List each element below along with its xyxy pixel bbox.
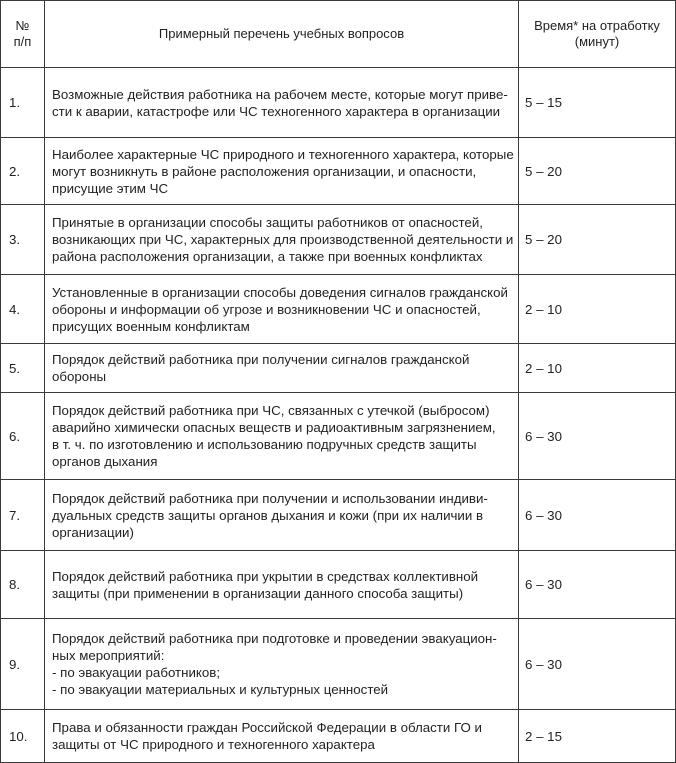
- row-time: 5 – 20: [519, 205, 676, 275]
- header-topic-label: Примерный перечень учебных вопросов: [158, 26, 405, 41]
- topic-line: присущих военным конфликтам: [52, 318, 250, 334]
- topic-line: Наиболее характерные ЧС природного и техногенного характера, которые: [52, 146, 514, 162]
- header-number-line: п/п: [13, 34, 32, 49]
- topic-line: защиты от ЧС природного и техногенного характера: [52, 737, 375, 752]
- topic-line: в т. ч. по изготовлению и использованию подручных средств защиты: [52, 437, 477, 452]
- row-topic: [45, 710, 519, 763]
- topic-line: Порядок действий работника при ЧС, связанных с утечкой (выбросом): [52, 403, 490, 418]
- table-row: [1, 710, 676, 763]
- row-number: 2.: [1, 138, 45, 205]
- topic-line: организации): [52, 524, 134, 540]
- table-row: [1, 551, 676, 619]
- topic-line: Порядок действий работника при получении сигналов гражданской: [52, 352, 470, 367]
- row-time: 6 – 30: [519, 480, 676, 551]
- row-topic: [45, 480, 519, 551]
- header-number-line: №: [15, 18, 30, 33]
- table-row: [1, 480, 676, 551]
- table-row: [1, 68, 676, 138]
- topic-line: аварийно химически опасных веществ и радиоактивным загрязнением,: [52, 420, 496, 435]
- row-time: 2 – 10: [519, 275, 676, 344]
- topic-line: органов дыхания: [52, 454, 158, 469]
- row-time: 2 – 10: [519, 344, 676, 393]
- row-time: 2 – 15: [519, 710, 676, 763]
- topic-line: - по эвакуации материальных и культурных ценностей: [52, 682, 389, 697]
- topic-line: Порядок действий работника при получении и использовании индиви-: [52, 490, 488, 506]
- row-number: 7.: [1, 480, 45, 551]
- topic-line: обороны и информации об угрозе и возникновении ЧС и опасностей,: [52, 301, 481, 317]
- table-row: [1, 393, 676, 480]
- table-row: [1, 205, 676, 275]
- row-number: 1.: [1, 68, 45, 138]
- topic-line: сти к аварии, катастрофе или ЧС техногенного характера в организации: [52, 103, 501, 119]
- row-topic: [45, 344, 519, 393]
- row-number: 5.: [1, 344, 45, 393]
- header-time-line: (минут): [574, 34, 620, 49]
- topic-line: Порядок действий работника при укрытии в средствах коллективной: [52, 568, 479, 584]
- header-topic: [45, 1, 519, 68]
- topic-line: возникающих при ЧС, характерных для производственной деятельности и: [52, 232, 514, 247]
- row-number: 4.: [1, 275, 45, 344]
- topic-line: дуальных средств защиты органов дыхания и кожи (при их наличии в: [52, 507, 484, 523]
- row-topic: [45, 275, 519, 344]
- topic-line: Установленные в организации способы доведения сигналов гражданской: [52, 284, 508, 300]
- row-number: 6.: [1, 393, 45, 480]
- table-row: [1, 275, 676, 344]
- row-number: 10.: [1, 710, 45, 763]
- row-topic: [45, 205, 519, 275]
- row-time: 5 – 20: [519, 138, 676, 205]
- row-number: 8.: [1, 551, 45, 619]
- topic-line: - по эвакуации работников;: [52, 665, 221, 680]
- row-time: 6 – 30: [519, 551, 676, 619]
- table-row: [1, 344, 676, 393]
- topic-line: могут возникнуть в районе расположения организации, и опасности,: [52, 163, 477, 179]
- table-row: [1, 619, 676, 710]
- row-number: 3.: [1, 205, 45, 275]
- table-row: [1, 138, 676, 205]
- row-time: 6 – 30: [519, 619, 676, 710]
- topic-line: Возможные действия работника на рабочем месте, которые могут приве-: [52, 86, 508, 102]
- row-topic: [45, 393, 519, 480]
- row-number: 9.: [1, 619, 45, 710]
- topic-line: ных мероприятий:: [52, 648, 165, 663]
- row-topic: [45, 138, 519, 205]
- topic-line: присущие этим ЧС: [52, 180, 169, 196]
- table-header-row: [1, 1, 676, 68]
- row-time: 6 – 30: [519, 393, 676, 480]
- header-time: [519, 1, 676, 68]
- topic-line: защиты (при применении в организации данного способа защиты): [52, 585, 464, 601]
- row-topic: [45, 619, 519, 710]
- header-number: [1, 1, 45, 68]
- topic-line: Права и обязанности граждан Российской Федерации в области ГО и: [52, 720, 482, 735]
- topic-line: Порядок действий работника при подготовке и проведении эвакуацион-: [52, 631, 497, 646]
- topic-line: Принятые в организации способы защиты работников от опасностей,: [52, 215, 483, 230]
- row-topic: [45, 68, 519, 138]
- header-time-line: Время* на отработку: [534, 18, 660, 33]
- topic-line: района расположения организации, а также при военных конфликтах: [52, 249, 483, 264]
- row-topic: [45, 551, 519, 619]
- topic-line: обороны: [52, 369, 107, 384]
- row-time: 5 – 15: [519, 68, 676, 138]
